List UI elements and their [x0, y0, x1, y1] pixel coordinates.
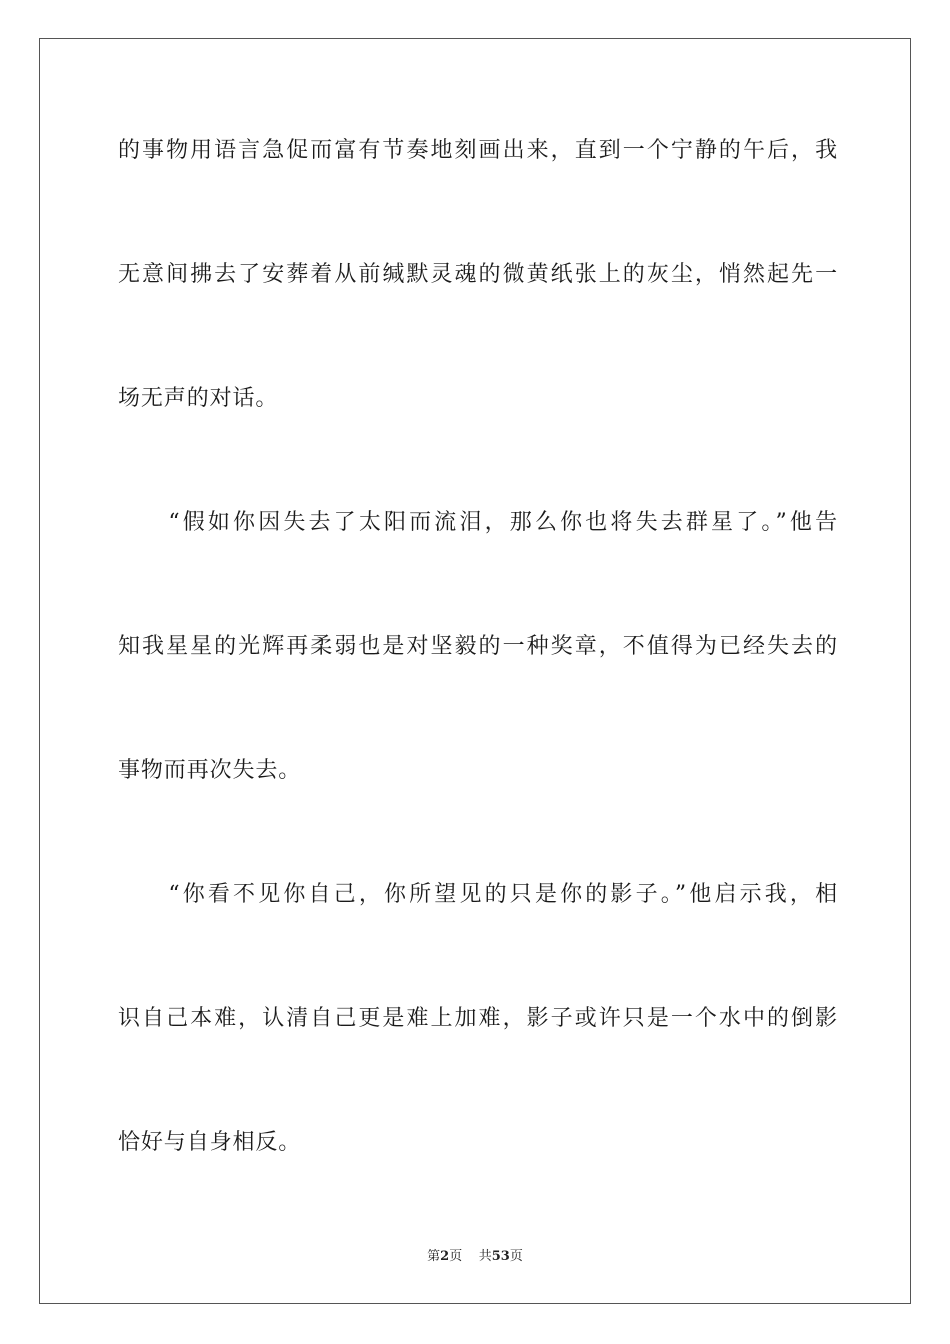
page-footer [0, 1248, 950, 1266]
body-line-1: 的事物用语言急促而富有节奏地刻画出来，直到一个宁静的午后，我 [118, 138, 838, 163]
body-line-7: “你看不见你自己，你所望见的只是你的影子。”他启示我，相 [118, 882, 838, 907]
body-line-6: 事物而再次失去。 [118, 758, 302, 783]
footer-total-suffix: 页 [509, 1249, 523, 1264]
body-line-5: 知我星星的光辉再柔弱也是对坚毅的一种奖章，不值得为已经失去的 [118, 634, 838, 659]
body-line-8: 识自己本难，认清自己更是难上加难，影子或许只是一个水中的倒影 [118, 1006, 838, 1031]
footer-page-prefix: 第 [427, 1249, 441, 1264]
footer-page-number: 2 [440, 1249, 450, 1264]
body-line-3: 场无声的对话。 [118, 386, 279, 411]
body-line-4: “假如你因失去了太阳而流泪，那么你也将失去群星了。”他告 [118, 510, 838, 535]
footer-total-pages: 53 [491, 1249, 510, 1264]
page-border [39, 38, 911, 1304]
footer-total-prefix: 共 [478, 1249, 492, 1264]
body-line-9: 恰好与自身相反。 [118, 1130, 302, 1155]
body-line-2: 无意间拂去了安葬着从前缄默灵魂的微黄纸张上的灰尘，悄然起先一 [118, 262, 838, 287]
footer-page-suffix: 页 [449, 1249, 463, 1264]
